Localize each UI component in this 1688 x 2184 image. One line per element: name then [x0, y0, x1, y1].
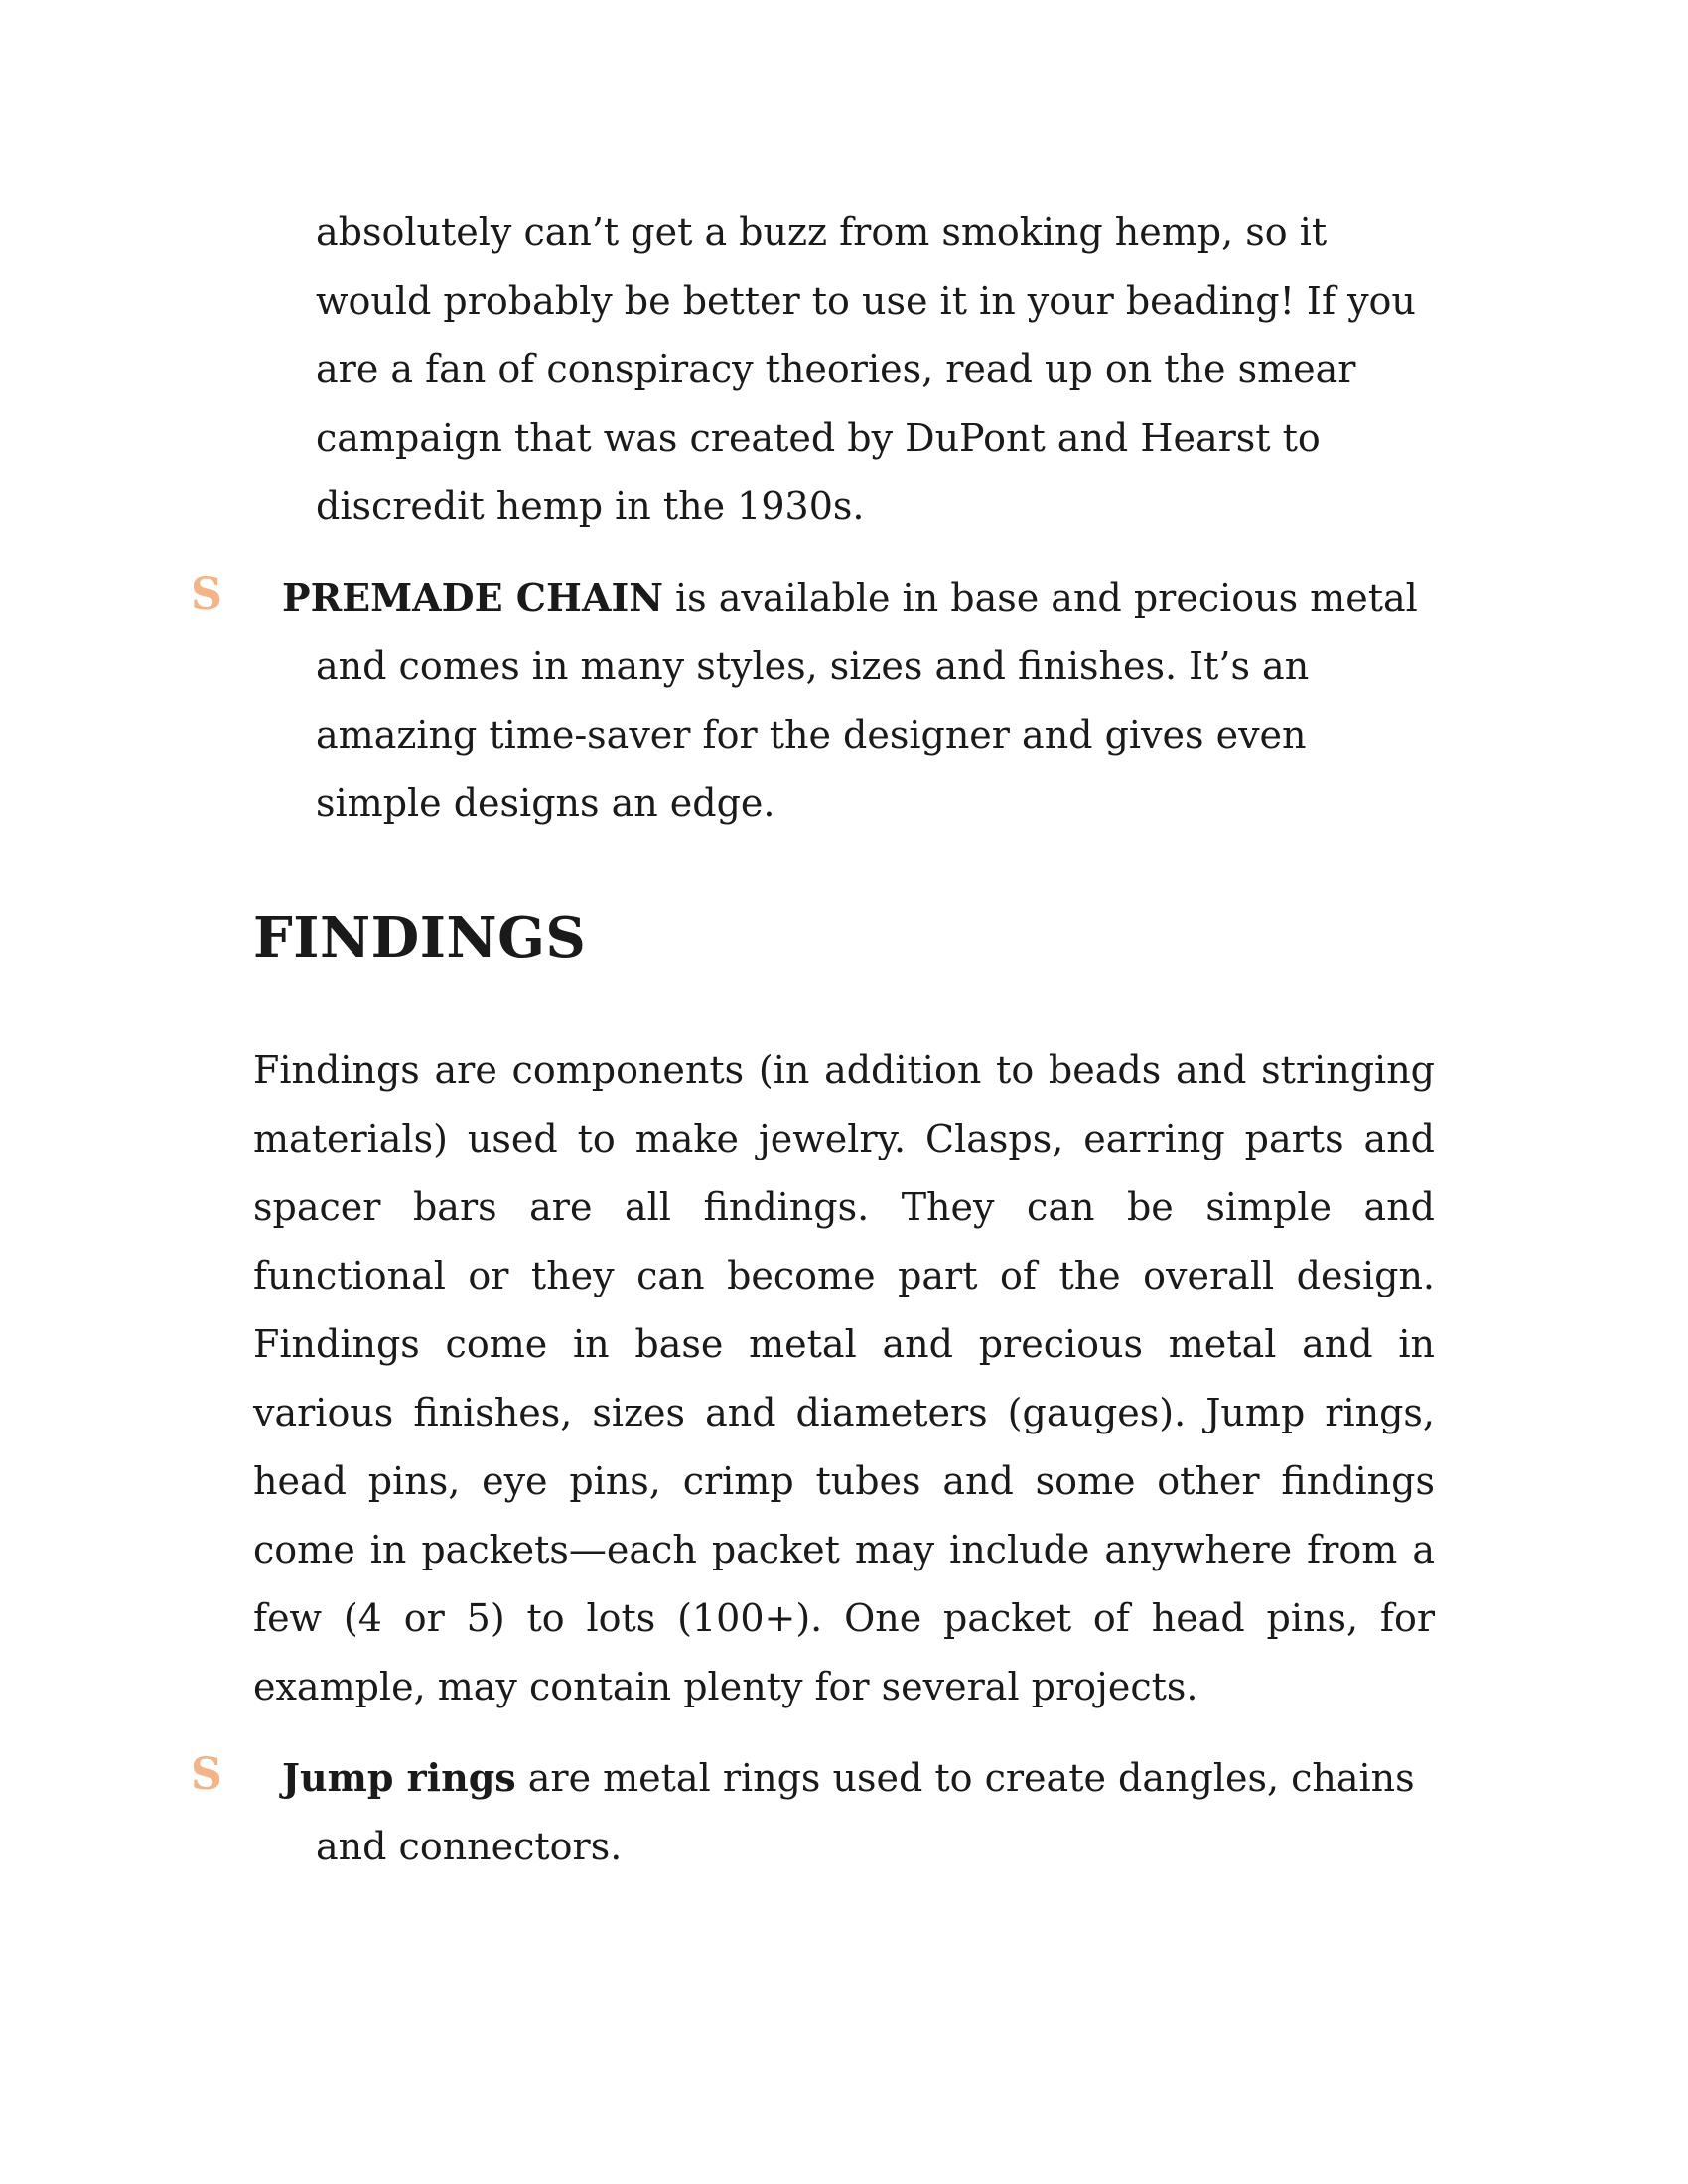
jump-rings-entry: S Jump rings are metal rings used to create dangles, chains and connectors. — [191, 1748, 1415, 1868]
premade-chain-term: PREMADE CHAIN — [282, 575, 663, 619]
spacer — [253, 541, 1435, 562]
premade-chain-entry: S PREMADE CHAIN is available in base and precious metal and comes in many styles, sizes and finishes. It’s an amazing time-saver for the designer and gives even simple designs an edge. — [191, 569, 1418, 825]
findings-intro-paragraph: Findings are components (in addition to beads and stringing materials) used to make jewelry. Clasps, earring parts and spacer bars are all findings. They can be simple and functional or they can become part of the overall design. Findings come in base metal and precious metal and in various finishes, sizes and diameters (gauges). Jump rings, head pins, eye pins, crimp tubes and some other findings come in packets—each packet may include anywhere from a few (4 or 5) to lots (100+). One packet of head pins, for example, may contain plenty for several projects. — [253, 1047, 1435, 1708]
section-heading: FINDINGS — [253, 905, 587, 971]
continuation-paragraph: absolutely can’t get a buzz from smoking hemp, so it would probably be better to use it in your beading! If you are a fan of conspiracy theories, read up on the smear campaign that was created by DuPont and Hearst to discredit hemp in the 1930s. — [316, 210, 1416, 528]
jump-rings-term: Jump rings — [282, 1754, 516, 1800]
document-page — [191, 199, 1435, 1881]
jump-rings-text: are metal rings used to create dangles, chains and connectors. — [316, 1755, 1415, 1868]
premade-chain-text: is available in base and precious metal and comes in many styles, sizes and finishes. It’s an amazing time-saver for the designer and gives even simple designs an edge. — [316, 576, 1418, 825]
spacer — [253, 1721, 1435, 1742]
